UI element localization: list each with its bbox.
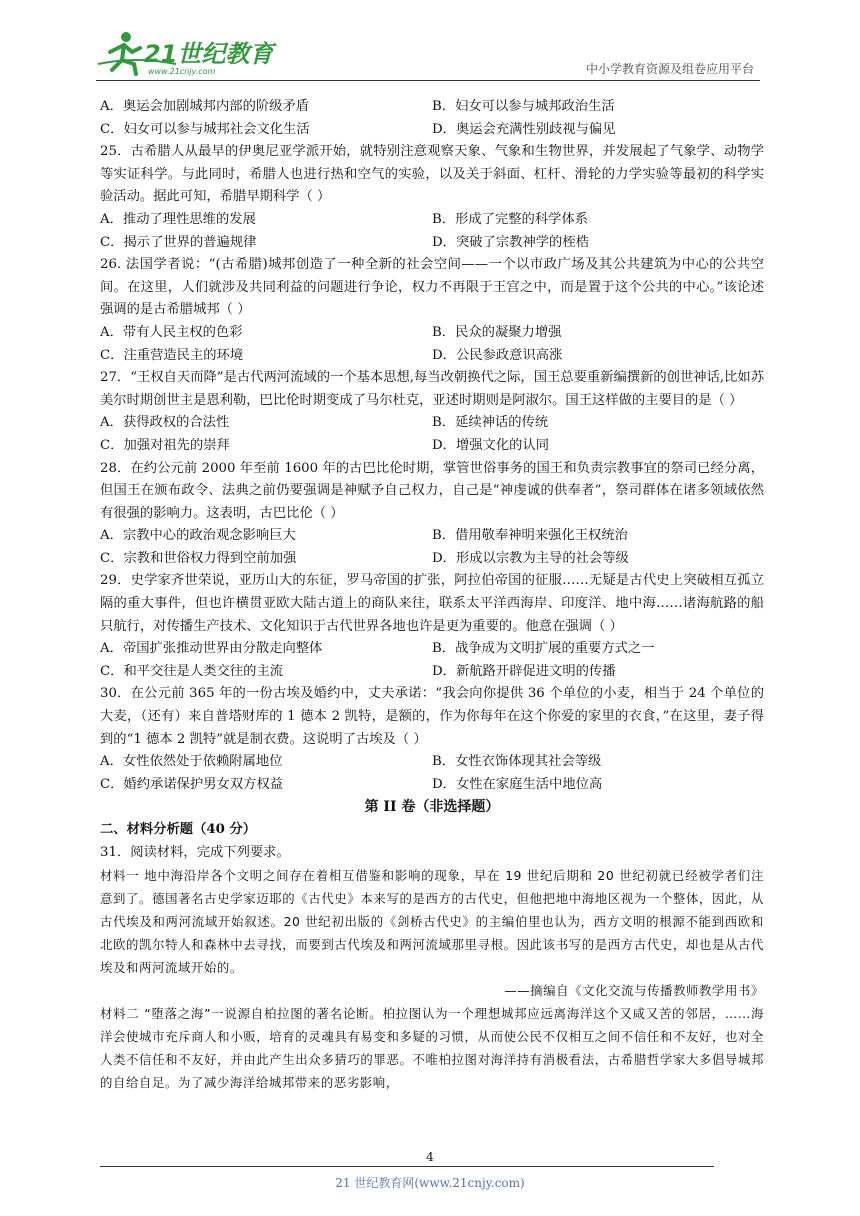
platform-name: 中小学教育资源及组卷应用平台 xyxy=(585,62,754,76)
q26-options xyxy=(100,322,764,367)
q30-options xyxy=(100,751,764,796)
option-c: C．揭示了世界的普遍规律 xyxy=(100,234,257,250)
option-b: B．女性衣饰体现其社会等级 xyxy=(432,754,602,770)
option-a: A．推动了理性思维的发展 xyxy=(100,211,256,227)
page-number: 4 xyxy=(426,1150,434,1164)
footer-site-link[interactable]: 21 世纪教育网(www.21cnjy.com) xyxy=(335,1176,525,1190)
section-subtitle: 二、材料分析题（40 分） xyxy=(100,822,257,837)
exam-content xyxy=(100,96,764,1094)
option-d: D．新航路开辟促进文明的传播 xyxy=(432,663,616,679)
option-c: C．妇女可以参与城邦社会文化生活 xyxy=(100,121,310,137)
site-logo[interactable] xyxy=(96,30,286,78)
option-c: C．和平交往是人类交往的主流 xyxy=(100,663,284,679)
option-d: D．突破了宗教神学的桎梏 xyxy=(432,234,589,250)
option-b: B．形成了完整的科学体系 xyxy=(432,211,589,227)
question-28-stem: 28．在约公元前 2000 年至前 1600 年的古巴比伦时期，掌管世俗事务的国王和负责宗教事宜的祭司已经分离，但国王在颁布政令、法典之前仍要强调是神赋予自己权力，自己是“神虔诚的供奉者”，祭司群体在诸多领域依然有很强的影响力。这表明，古巴比伦（ ） xyxy=(100,460,764,521)
question-26-stem: 26. 法国学者说：“(古希腊)城邦创造了一种全新的社会空间——一个以市政广场及其公共建筑为中心的公共空间。在这里，人们就涉及共同利益的问题进行争论，权力不再限于王宫之中，而是置于这个公共的中心。”该论述强调的是古希腊城邦（ ） xyxy=(100,257,764,318)
option-d: D．公民参政意识高涨 xyxy=(432,347,563,363)
option-b: B．妇女可以参与城邦政治生活 xyxy=(432,99,615,114)
option-b: B．借用敬奉神明来强化王权统治 xyxy=(432,528,628,544)
q27-options xyxy=(100,412,764,457)
option-c: C．加强对祖先的崇拜 xyxy=(100,437,230,453)
option-b: B．民众的凝聚力增强 xyxy=(432,324,562,340)
option-d: D．增强文化的认同 xyxy=(432,437,550,453)
q29-options xyxy=(100,638,764,683)
question-27-stem: 27．“王权自天而降”是古代两河流域的一个基本思想,每当改朝换代之际，国王总要重新编撰新的创世神话,比如苏美尔时期创世主是恩利勒，巴比伦时期变成了马尔杜克，亚述时期则是阿淑尔。国王这样做的主要目的是（ ） xyxy=(100,370,764,408)
question-30-stem: 30．在公元前 365 年的一份古埃及婚约中，丈夫承诺：“我会向你提供 36 个单位的小麦，相当于 24 个单位的大麦，（还有）来自普塔财库的 1 德本 2 凯特，是额的，作为你每年在这个你爱的家里的衣食，”在这里，妻子得到的“1 德本 2 凯特”就是制衣费。这说明了古埃及（ ） xyxy=(100,686,764,747)
option-a: A．女性依然处于依赖附属地位 xyxy=(100,754,283,770)
option-c: C．宗教和世俗权力得到空前加强 xyxy=(100,550,297,566)
option-c: C．婚约承诺保护男女双方权益 xyxy=(100,776,284,792)
section-title: 第 II 卷（非选择题） xyxy=(364,799,500,816)
logo-url: www.21cnjy.com xyxy=(148,67,216,76)
option-a: A．获得政权的合法性 xyxy=(100,415,230,431)
option-d: D．形成以宗教为主导的社会等级 xyxy=(432,550,629,566)
q25-options xyxy=(100,209,764,254)
option-a: A．带有人民主权的色彩 xyxy=(100,324,243,340)
option-a: A．奥运会加剧城邦内部的阶级矛盾 xyxy=(100,99,310,114)
option-b: B．战争成为文明扩展的重要方式之一 xyxy=(432,641,655,657)
option-a: A．帝国扩张推动世界由分散走向整体 xyxy=(100,641,323,657)
footer-divider xyxy=(100,1166,714,1167)
material-2: 材料二 “堕落之海”一说源自柏拉图的著名论断。柏拉图认为一个理想城邦应远离海洋这个又咸又苦的邻居，……海洋会使城市充斥商人和小贩，培育的灵魂具有易变和多疑的习惯，从而使公民不仅相互之间不信任和不友好，也对全人类不信任和不友好，并由此产生出众多猜巧的罪恶。不唯柏拉图对海洋持有消极看法，古希腊哲学家大多倡导城邦的自给自足。为了减少海洋给城邦带来的恶劣影响， xyxy=(100,1006,764,1091)
question-31-stem: 31．阅读材料，完成下列要求。 xyxy=(100,844,290,860)
question-25-stem: 25．古希腊人从最早的伊奥尼亚学派开始，就特别注意观察天象、气象和生物世界，并发展起了气象学、动物学等实证科学。与此同时，希腊人也进行热和空气的实验，以及关于斜面、杠杆、滑轮的力学实验等最初的科学实验活动。据此可知，希腊早期科学（ ） xyxy=(100,144,764,205)
option-d: D．女性在家庭生活中地位高 xyxy=(432,776,603,792)
runner-logo-icon xyxy=(96,30,286,78)
logo-text: 21世纪教育 xyxy=(144,40,274,68)
header-divider xyxy=(96,80,760,81)
option-b: B．延续神话的传统 xyxy=(432,415,549,431)
q24-options xyxy=(100,96,764,141)
q28-options xyxy=(100,525,764,570)
material-1: 材料一 地中海沿岸各个文明之间存在着相互借鉴和影响的现象，早在 19 世纪后期和 20 世纪初就已经被学者们注意到了。德国著名古史学家迈耶的《古代史》本来写的是西方的古代史，但他把地中海地区视为一个整体，因此，从古代埃及和两河流域开始叙述。20 世纪初出版的《剑桥古代史》的主编伯里也认为，西方文明的根源不能到西欧和北欧的凯尔特人和森林中去寻找，而要到古代埃及和两河流域那里寻根。因此该书写的是西方古代史，却也是从古代埃及和两河流域开始的。 xyxy=(100,868,764,976)
question-29-stem: 29．史学家齐世荣说，亚历山大的东征，罗马帝国的扩张，阿拉伯帝国的征服……无疑是古代史上突破相互孤立隔的重大事件，但也许横贯亚欧大陆古道上的商队来往，联系太平洋西海岸、印度洋、地中海……诸海航路的船只航行，对传播生产技术、文化知识于古代世界各地也许是更为重要的。他意在强调（ ） xyxy=(100,573,764,634)
material-1-source: ——摘编自《文化交流与传播教师教学用书》 xyxy=(504,983,764,999)
page-header xyxy=(96,30,760,80)
option-a: A．宗教中心的政治观念影响巨大 xyxy=(100,528,296,544)
option-d: D．奥运会充满性别歧视与偏见 xyxy=(432,121,616,137)
option-c: C．注重营造民主的环境 xyxy=(100,347,244,363)
